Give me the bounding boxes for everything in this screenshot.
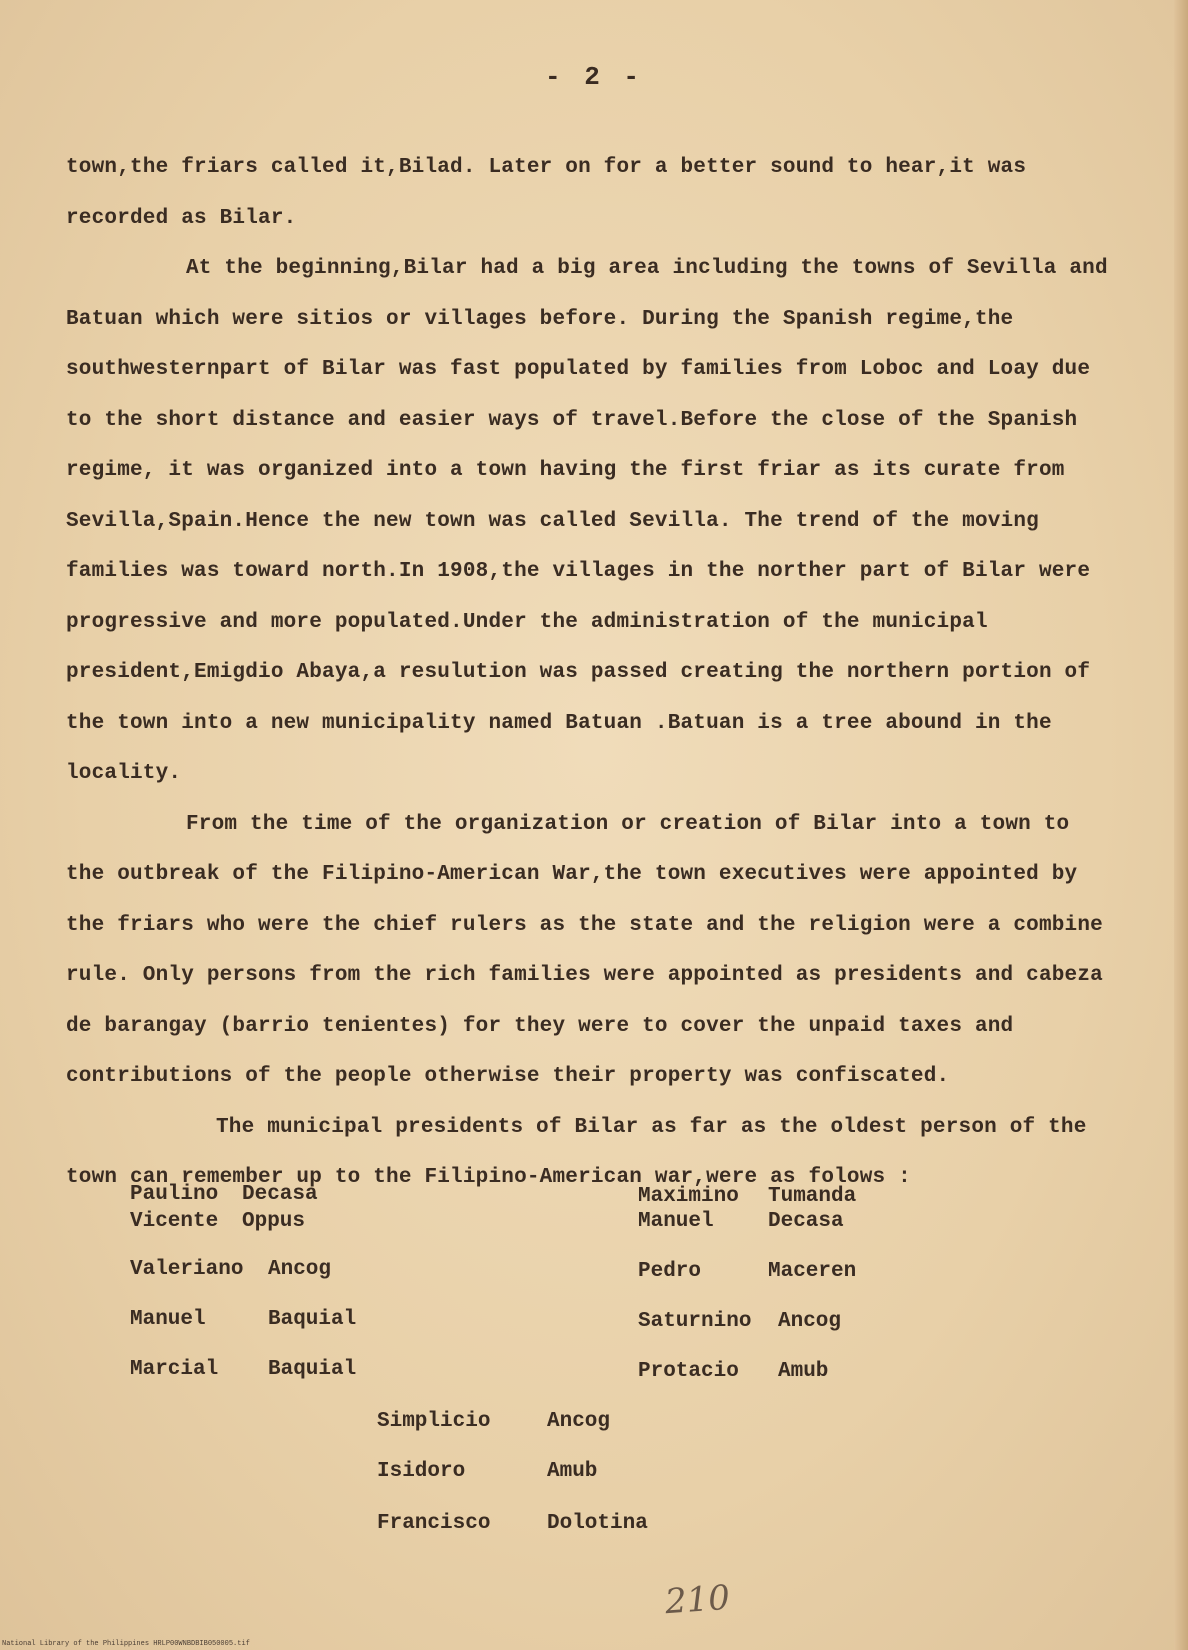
document-body	[66, 143, 1116, 1204]
paragraph-4: The municipal presidents of Bilar as far as the oldest person of the town can remember up to the Filipino-American war,were as folows :	[66, 1115, 1087, 1189]
paragraph-1: town,the friars called it,Bilad. Later on for a better sound to hear,it was recorded as Bilar.	[66, 156, 1027, 230]
page-number: - 2 -	[544, 62, 643, 92]
list-item: Maximino Tumanda	[638, 1185, 857, 1208]
scan-footer: National Library of the Philippines HRLP00WNBDBIB050005.tif	[2, 1640, 250, 1648]
list-item: Protacio Amub	[638, 1360, 829, 1383]
list-item: Manuel Decasa	[638, 1210, 844, 1233]
list-item: Pedro Maceren	[638, 1260, 857, 1283]
paragraph-2: At the beginning,Bilar had a big area including the towns of Sevilla and Batuan which were sitios or villages before. During the Spanish regime,the southwesternpart of Bilar was fast populated by families from Loboc and Loay due to the short distance and easier ways of travel.Before the close of the Spanish regime, it was organized into a town having the first friar as its curate from Sevilla,Spain.Hence the new town was called Sevilla. The trend of the moving families was toward north.In 1908,the villages in the norther part of Bilar were progressive and more populated.Under the administration of the municipal president,Emigdio Abaya,a resulution was passed creating the northern portion of the town into a new municipality named Batuan .Batuan is a tree abound in the locality.	[66, 257, 1108, 785]
handwritten-page-number: 210	[663, 1577, 732, 1623]
list-item: Manuel Baquial	[130, 1308, 357, 1331]
list-item: Isidoro Amub	[377, 1460, 598, 1483]
list-item: Marcial Baquial	[130, 1358, 357, 1381]
list-item: Francisco Dolotina	[377, 1512, 648, 1535]
list-item: Vicente Oppus	[130, 1210, 306, 1233]
page-edge	[1174, 0, 1188, 1650]
paragraph-3: From the time of the organization or creation of Bilar into a town to the outbreak of the Filipino-American War,the town executives were appointed by the friars who were the chief rulers as the state and the religion were a combine rule. Only persons from the rich families were appointed as presidents and cabeza de barangay (barrio tenientes) for they were to cover the unpaid taxes and contributions of the people otherwise their property was confiscated.	[66, 812, 1103, 1088]
list-item: Simplicio Ancog	[377, 1410, 611, 1433]
list-item: Paulino Decasa	[130, 1183, 318, 1206]
list-item: Valeriano Ancog	[130, 1258, 332, 1281]
list-item: Saturnino Ancog	[638, 1310, 842, 1333]
